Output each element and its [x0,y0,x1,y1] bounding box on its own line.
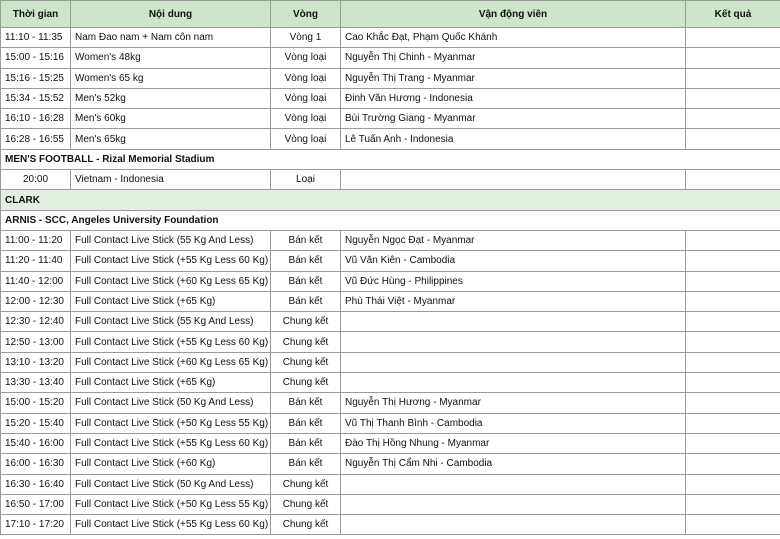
cell-athlete: Phù Thái Việt - Myanmar [341,291,686,311]
cell-result [686,251,780,271]
cell-content: Full Contact Live Stick (+55 Kg Less 60 Kg) [71,251,271,271]
cell-time: 17:10 - 17:20 [1,515,71,535]
table-row [1,312,780,332]
cell-content: Men's 60kg [71,109,271,129]
cell-athlete: Đào Thị Hồng Nhung - Myanmar [341,433,686,453]
cell-round: Bán kết [271,433,341,453]
cell-athlete: Nguyễn Thị Hương - Myanmar [341,393,686,413]
header-time: Thời gian [1,1,71,28]
cell-time: 15:00 - 15:20 [1,393,71,413]
table-row [1,88,780,108]
cell-athlete [341,474,686,494]
cell-content: Full Contact Live Stick (50 Kg And Less) [71,474,271,494]
section-row [1,149,780,169]
cell-athlete: Nguyễn Ngọc Đạt - Myanmar [341,230,686,250]
cell-time: 13:10 - 13:20 [1,352,71,372]
cell-content: Full Contact Live Stick (+50 Kg Less 55 Kg) [71,413,271,433]
header-row [1,1,780,28]
schedule-body [1,28,780,535]
cell-time: 11:40 - 12:00 [1,271,71,291]
cell-round: Chung kết [271,352,341,372]
cell-content: Full Contact Live Stick (+65 Kg) [71,373,271,393]
cell-content: Full Contact Live Stick (+60 Kg Less 65 Kg) [71,271,271,291]
cell-time: 15:20 - 15:40 [1,413,71,433]
cell-result [686,454,780,474]
cell-round: Vòng loại [271,68,341,88]
cell-time: 11:00 - 11:20 [1,230,71,250]
table-row [1,68,780,88]
cell-athlete [341,312,686,332]
cell-round: Bán kết [271,413,341,433]
cell-result [686,68,780,88]
cell-content: Full Contact Live Stick (+50 Kg Less 55 Kg) [71,494,271,514]
table-row [1,393,780,413]
cell-result [686,352,780,372]
cell-athlete [341,515,686,535]
cell-time: 11:10 - 11:35 [1,28,71,48]
cell-time: 16:30 - 16:40 [1,474,71,494]
table-row [1,129,780,149]
table-row [1,251,780,271]
cell-athlete: Nguyễn Thị Chinh - Myanmar [341,48,686,68]
cell-time: 15:16 - 15:25 [1,68,71,88]
section-label: MEN'S FOOTBALL - Rizal Memorial Stadium [1,149,780,169]
cell-round: Bán kết [271,251,341,271]
cell-athlete [341,352,686,372]
cell-time: 15:40 - 16:00 [1,433,71,453]
cell-athlete: Đinh Văn Hương - Indonesia [341,88,686,108]
table-row [1,291,780,311]
cell-athlete [341,494,686,514]
cell-time: 12:00 - 12:30 [1,291,71,311]
cell-time: 20:00 [1,170,71,190]
table-row [1,230,780,250]
cell-result [686,393,780,413]
table-row [1,170,780,190]
cell-result [686,413,780,433]
cell-time: 16:10 - 16:28 [1,109,71,129]
cell-content: Vietnam - Indonesia [71,170,271,190]
table-row [1,352,780,372]
cell-round: Chung kết [271,494,341,514]
cell-athlete: Bùi Trường Giang - Myanmar [341,109,686,129]
cell-result [686,48,780,68]
header-content: Nội dung [71,1,271,28]
cell-round: Bán kết [271,271,341,291]
cell-round: Bán kết [271,291,341,311]
cell-content: Full Contact Live Stick (+55 Kg Less 60 Kg) [71,433,271,453]
cell-time: 11:20 - 11:40 [1,251,71,271]
cell-round: Vòng loại [271,48,341,68]
table-row [1,48,780,68]
cell-athlete [341,332,686,352]
cell-athlete: Vũ Đức Hùng - Philippines [341,271,686,291]
table-row [1,433,780,453]
cell-athlete: Lê Tuấn Anh - Indonesia [341,129,686,149]
cell-time: 16:28 - 16:55 [1,129,71,149]
cell-round: Vòng loại [271,129,341,149]
cell-result [686,109,780,129]
cell-athlete: Nguyễn Thị Cẩm Nhi - Cambodia [341,454,686,474]
cell-result [686,312,780,332]
cell-content: Nam Đao nam + Nam côn nam [71,28,271,48]
header-athlete: Vận động viên [341,1,686,28]
table-row [1,494,780,514]
cell-round: Chung kết [271,474,341,494]
cell-content: Women's 65 kg [71,68,271,88]
cell-result [686,373,780,393]
cell-result [686,433,780,453]
header-round: Vòng [271,1,341,28]
cell-content: Men's 52kg [71,88,271,108]
cell-content: Full Contact Live Stick (50 Kg And Less) [71,393,271,413]
cell-content: Full Contact Live Stick (55 Kg And Less) [71,312,271,332]
cell-time: 13:30 - 13:40 [1,373,71,393]
table-row [1,413,780,433]
cell-round: Vòng loại [271,109,341,129]
table-row [1,474,780,494]
cell-content: Full Contact Live Stick (+55 Kg Less 60 Kg) [71,515,271,535]
cell-athlete: Nguyễn Thị Trang - Myanmar [341,68,686,88]
cell-content: Full Contact Live Stick (+55 Kg Less 60 Kg) [71,332,271,352]
cell-round: Bán kết [271,454,341,474]
cell-time: 16:00 - 16:30 [1,454,71,474]
cell-result [686,332,780,352]
section-label: CLARK [1,190,780,210]
cell-result [686,494,780,514]
header-result: Kết quả [686,1,780,28]
cell-time: 15:00 - 15:16 [1,48,71,68]
cell-result [686,170,780,190]
cell-athlete: Cao Khắc Đạt, Phạm Quốc Khánh [341,28,686,48]
cell-round: Bán kết [271,230,341,250]
cell-time: 12:50 - 13:00 [1,332,71,352]
table-row [1,454,780,474]
cell-round: Loại [271,170,341,190]
cell-round: Chung kết [271,515,341,535]
cell-result [686,515,780,535]
cell-content: Full Contact Live Stick (55 Kg And Less) [71,230,271,250]
cell-time: 16:50 - 17:00 [1,494,71,514]
cell-content: Women's 48kg [71,48,271,68]
cell-athlete: Vũ Văn Kiên - Cambodia [341,251,686,271]
cell-result [686,230,780,250]
table-row [1,373,780,393]
cell-round: Chung kết [271,312,341,332]
section-row [1,190,780,210]
table-row [1,332,780,352]
cell-content: Full Contact Live Stick (+65 Kg) [71,291,271,311]
cell-athlete [341,373,686,393]
cell-round: Vòng 1 [271,28,341,48]
section-label: ARNIS - SCC, Angeles University Foundation [1,210,780,230]
cell-round: Chung kết [271,373,341,393]
cell-time: 12:30 - 12:40 [1,312,71,332]
cell-round: Vòng loại [271,88,341,108]
cell-result [686,129,780,149]
table-row [1,515,780,535]
cell-athlete: Vũ Thị Thanh Bình - Cambodia [341,413,686,433]
table-row [1,28,780,48]
cell-round: Bán kết [271,393,341,413]
cell-content: Full Contact Live Stick (+60 Kg Less 65 Kg) [71,352,271,372]
table-row [1,109,780,129]
cell-result [686,28,780,48]
cell-result [686,88,780,108]
cell-result [686,474,780,494]
section-row [1,210,780,230]
cell-result [686,271,780,291]
cell-athlete [341,170,686,190]
cell-content: Full Contact Live Stick (+60 Kg) [71,454,271,474]
cell-time: 15:34 - 15:52 [1,88,71,108]
table-row [1,271,780,291]
cell-result [686,291,780,311]
cell-content: Men's 65kg [71,129,271,149]
cell-round: Chung kết [271,332,341,352]
